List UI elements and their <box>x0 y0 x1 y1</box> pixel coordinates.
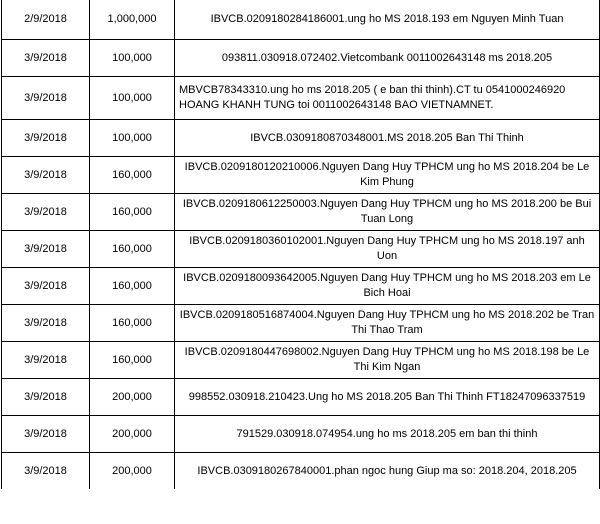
description-cell: IBVCB.0209180093642005.Nguyen Dang Huy TPHCM ung ho MS 2018.203 em Le Bich Hoai <box>175 268 600 305</box>
amount-cell: 200,000 <box>90 453 175 490</box>
date-cell: 3/9/2018 <box>2 268 90 305</box>
table-row <box>2 157 600 194</box>
table-row <box>2 0 600 40</box>
amount-cell: 100,000 <box>90 40 175 77</box>
date-cell: 3/9/2018 <box>2 194 90 231</box>
table-row <box>2 231 600 268</box>
description-cell: IBVCB.0209180447698002.Nguyen Dang Huy TPHCM ung ho MS 2018.198 be Le Thi Kim Ngan <box>175 342 600 379</box>
description-cell: IBVCB.0209180120210006.Nguyen Dang Huy TPHCM ung ho MS 2018.204 be Le Kim Phung <box>175 157 600 194</box>
amount-cell: 100,000 <box>90 120 175 157</box>
date-cell: 2/9/2018 <box>2 0 90 40</box>
table-row <box>2 194 600 231</box>
table-row <box>2 77 600 120</box>
description-cell: IBVCB.0209180284186001.ung ho MS 2018.193 em Nguyen Minh Tuan <box>175 0 600 40</box>
description-cell: 998552.030918.210423.Ung ho MS 2018.205 Ban Thi Thinh FT18247096337519 <box>175 379 600 416</box>
date-cell: 3/9/2018 <box>2 157 90 194</box>
amount-cell: 160,000 <box>90 342 175 379</box>
description-cell: MBVCB78343310.ung ho ms 2018.205 ( e ban thi thinh).CT tu 0541000246920 HOANG KHANH TUNG toi 0011002643148 BAO VIETNAMNET. <box>175 77 600 120</box>
table-row <box>2 453 600 490</box>
table-row <box>2 268 600 305</box>
table-row <box>2 416 600 453</box>
date-cell: 3/9/2018 <box>2 120 90 157</box>
description-cell: 093811.030918.072402.Vietcombank 0011002643148 ms 2018.205 <box>175 40 600 77</box>
date-cell: 3/9/2018 <box>2 379 90 416</box>
amount-cell: 160,000 <box>90 194 175 231</box>
table-row <box>2 120 600 157</box>
description-cell: IBVCB.0209180612250003.Nguyen Dang Huy TPHCM ung ho MS 2018.200 be Bui Tuan Long <box>175 194 600 231</box>
date-cell: 3/9/2018 <box>2 40 90 77</box>
table-row <box>2 305 600 342</box>
amount-cell: 200,000 <box>90 379 175 416</box>
donation-table-body <box>2 0 600 489</box>
amount-cell: 160,000 <box>90 268 175 305</box>
donation-table <box>1 0 600 489</box>
date-cell: 3/9/2018 <box>2 453 90 490</box>
table-row <box>2 342 600 379</box>
date-cell: 3/9/2018 <box>2 305 90 342</box>
amount-cell: 160,000 <box>90 231 175 268</box>
table-row <box>2 40 600 77</box>
date-cell: 3/9/2018 <box>2 77 90 120</box>
amount-cell: 160,000 <box>90 157 175 194</box>
amount-cell: 100,000 <box>90 77 175 120</box>
description-cell: IBVCB.0209180360102001.Nguyen Dang Huy TPHCM ung ho MS 2018.197 anh Uon <box>175 231 600 268</box>
date-cell: 3/9/2018 <box>2 231 90 268</box>
amount-cell: 1,000,000 <box>90 0 175 40</box>
table-row <box>2 379 600 416</box>
amount-cell: 160,000 <box>90 305 175 342</box>
date-cell: 3/9/2018 <box>2 342 90 379</box>
amount-cell: 200,000 <box>90 416 175 453</box>
description-cell: IBVCB.0309180267840001.phan ngoc hung Giup ma so: 2018.204, 2018.205 <box>175 453 600 490</box>
description-cell: IBVCB.0209180516874004.Nguyen Dang Huy TPHCM ung ho MS 2018.202 be Tran Thi Thao Tram <box>175 305 600 342</box>
date-cell: 3/9/2018 <box>2 416 90 453</box>
description-cell: IBVCB.0309180870348001.MS 2018.205 Ban Thi Thinh <box>175 120 600 157</box>
description-cell: 791529.030918.074954.ung ho ms 2018.205 em ban thi thinh <box>175 416 600 453</box>
